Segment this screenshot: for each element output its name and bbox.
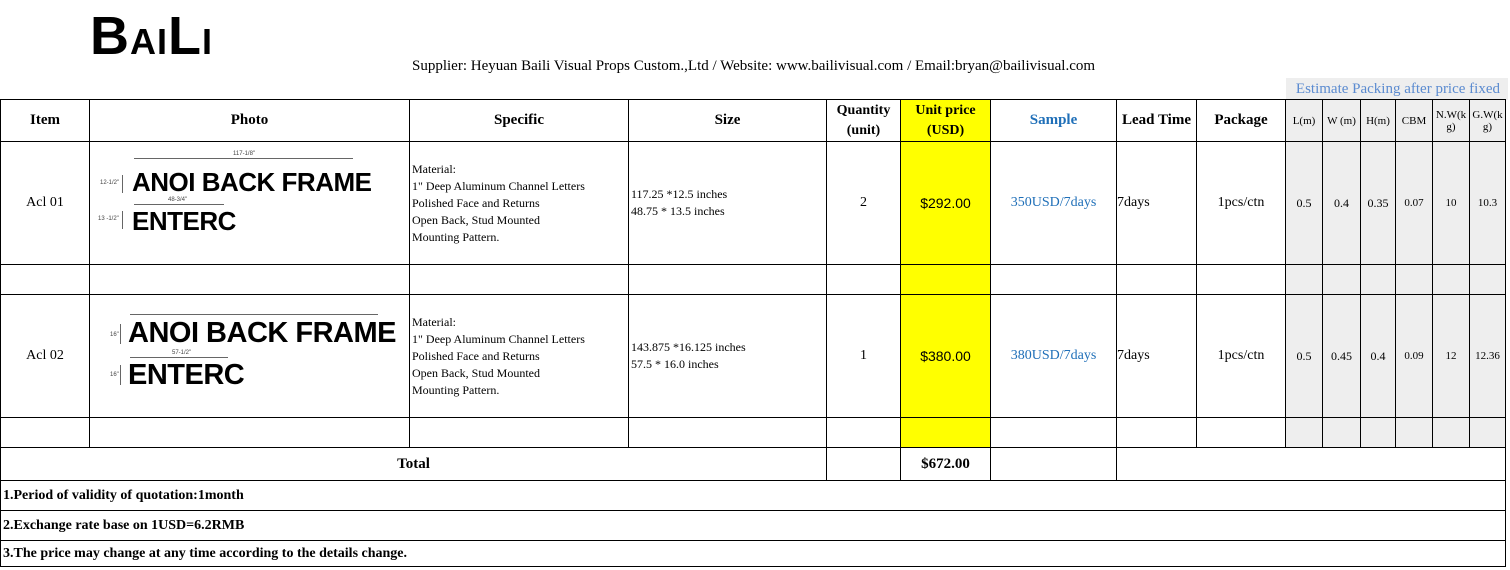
- header-unit-price: Unit price (USD): [901, 100, 991, 142]
- product-photo: 117-1/8" ANOI BACK FRAME 12-1/2" 48-3/4" ENTERC 13 -1/2": [90, 142, 410, 265]
- gross-weight-cell: 10.3: [1470, 142, 1506, 265]
- note-validity: 1.Period of validity of quotation:1month: [1, 481, 1506, 511]
- unit-price-cell: $292.00: [901, 142, 991, 265]
- sign-line-1: ANOI BACK FRAME: [128, 317, 396, 349]
- total-value: $672.00: [901, 448, 991, 481]
- cbm-cell: 0.07: [1396, 142, 1433, 265]
- header-photo: Photo: [90, 100, 410, 142]
- height-cell: 0.35: [1361, 142, 1396, 265]
- sign-line-2: ENTERC: [128, 359, 245, 391]
- note-row: [1, 511, 1506, 541]
- spacer-row: [1, 418, 1506, 448]
- length-cell: 0.5: [1286, 142, 1323, 265]
- width-cell: 0.4: [1323, 142, 1361, 265]
- size-cell: 143.875 *16.125 inches 57.5 * 16.0 inches: [629, 295, 827, 418]
- note-row: [1, 481, 1506, 511]
- table-row: [1, 295, 1506, 418]
- gross-weight-cell: 12.36: [1470, 295, 1506, 418]
- width-cell: 0.45: [1323, 295, 1361, 418]
- spec-cell: Material: 1" Deep Aluminum Channel Letters Polished Face and Returns Open Back, Stud Mounted Mounting Pattern.: [410, 142, 629, 265]
- spacer-row: [1, 265, 1506, 295]
- header-length: L(m): [1286, 100, 1323, 142]
- supplier-info: Supplier: Heyuan Baili Visual Props Custom.,Ltd / Website: www.bailivisual.com / Email:bryan@bailivisual.com: [412, 58, 1096, 74]
- quotation-table: [0, 99, 1506, 567]
- length-cell: 0.5: [1286, 295, 1323, 418]
- package-cell: 1pcs/ctn: [1197, 142, 1286, 265]
- cbm-cell: 0.09: [1396, 295, 1433, 418]
- header-specific: Specific: [410, 100, 629, 142]
- header-cbm: CBM: [1396, 100, 1433, 142]
- item-code: Acl 01: [1, 142, 90, 265]
- header-sample: Sample: [991, 100, 1117, 142]
- unit-price-cell: $380.00: [901, 295, 991, 418]
- total-row: [1, 448, 1506, 481]
- height-cell: 0.4: [1361, 295, 1396, 418]
- quantity-cell: 1: [827, 295, 901, 418]
- net-weight-cell: 10: [1433, 142, 1470, 265]
- packing-note: Estimate Packing after price fixed: [1286, 78, 1508, 100]
- table-row: [1, 142, 1506, 265]
- lead-time-cell: 7days: [1117, 295, 1197, 418]
- note-row: [1, 541, 1506, 567]
- header-width: W (m): [1323, 100, 1361, 142]
- header-item: Item: [1, 100, 90, 142]
- note-price-change: 3.The price may change at any time according to the details change.: [1, 541, 1506, 567]
- header-gross-weight: G.W(kg): [1470, 100, 1506, 142]
- product-photo: ANOI BACK FRAME 16" 57-1/2" ENTERC 16": [90, 295, 410, 418]
- sample-cell: 350USD/7days: [991, 142, 1117, 265]
- spec-cell: Material: 1" Deep Aluminum Channel Letters Polished Face and Returns Open Back, Stud Mounted Mounting Pattern.: [410, 295, 629, 418]
- package-cell: 1pcs/ctn: [1197, 295, 1286, 418]
- item-code: Acl 02: [1, 295, 90, 418]
- sign-line-1: ANOI BACK FRAME: [132, 167, 372, 197]
- header-lead-time: Lead Time: [1117, 100, 1197, 142]
- header-row: [1, 100, 1506, 142]
- sign-line-2: ENTERC: [132, 206, 236, 236]
- header-net-weight: N.W(kg): [1433, 100, 1470, 142]
- size-cell: 117.25 *12.5 inches 48.75 * 13.5 inches: [629, 142, 827, 265]
- sample-cell: 380USD/7days: [991, 295, 1117, 418]
- header-package: Package: [1197, 100, 1286, 142]
- quantity-cell: 2: [827, 142, 901, 265]
- header-size: Size: [629, 100, 827, 142]
- net-weight-cell: 12: [1433, 295, 1470, 418]
- header-quantity: Quantity (unit): [827, 100, 901, 142]
- header-height: H(m): [1361, 100, 1396, 142]
- lead-time-cell: 7days: [1117, 142, 1197, 265]
- note-exchange-rate: 2.Exchange rate base on 1USD=6.2RMB: [1, 511, 1506, 541]
- total-label: Total: [1, 448, 827, 481]
- company-logo: BAILI: [90, 6, 214, 66]
